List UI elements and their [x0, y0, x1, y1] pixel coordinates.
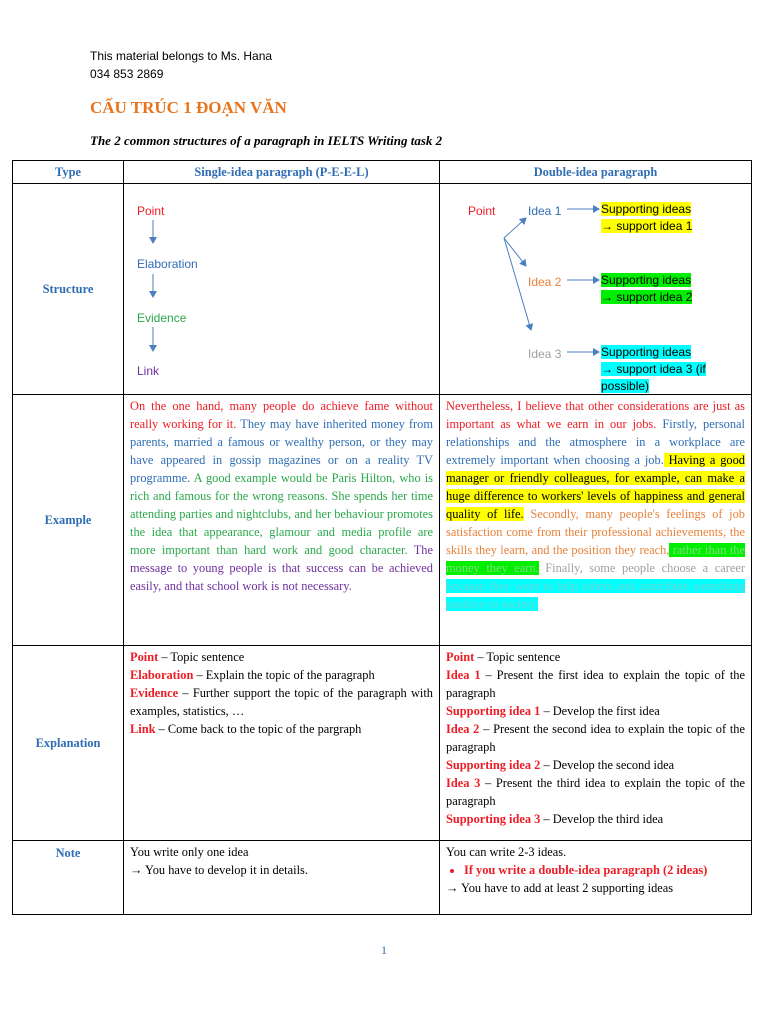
double-expl-item [446, 810, 745, 828]
double-expl-desc: – Develop the first idea [540, 704, 660, 718]
single-note-line1: You write only one idea [130, 845, 249, 859]
double-example-idea3: Finally, some people choose a career [538, 561, 745, 575]
single-expl-item [130, 666, 433, 684]
single-example-text [124, 395, 440, 646]
single-expl-item [130, 648, 433, 666]
double-expl-desc: – Present the second idea to explain the topic of the paragraph [446, 722, 745, 754]
single-example-evidence: A good example would be Paris Hilton, who is rich and famous for the wrong reasons. She spends her time attending parties and nightclubs, and her behaviour promotes the idea that appearance, glamour and media profile are more important than hard work and good character. [130, 471, 433, 557]
owner-phone: 034 853 2869 [90, 67, 164, 81]
single-point-label: Point [137, 204, 165, 218]
double-note-line2: → You have to add at least 2 supporting ideas [446, 881, 674, 895]
header-single-idea: Single-idea paragraph (P-E-E-L) [124, 161, 440, 184]
double-example-point: Nevertheless, I believe that other considerations are just as important as what we earn in our jobs. [446, 399, 745, 431]
page-subtitle: The 2 common structures of a paragraph in IELTS Writing task 2 [90, 133, 443, 148]
single-expl-term: Evidence [130, 686, 179, 700]
double-example-support3: because they want to help others and contribute something positive to society. [446, 579, 745, 611]
structure-row [13, 184, 752, 395]
arrow-point-to-idea1 [504, 218, 526, 238]
single-expl-desc: – Further support the topic of the paragraph with examples, statistics, … [130, 686, 433, 718]
single-expl-desc: – Explain the topic of the paragraph [193, 668, 375, 682]
support-box-2 [601, 272, 747, 306]
single-structure-arrows [124, 184, 438, 390]
double-expl-term: Idea 2 [446, 722, 480, 736]
header-double-idea: Double-idea paragraph [440, 161, 752, 184]
row-label-explanation: Explanation [13, 646, 124, 841]
double-expl-item [446, 720, 745, 756]
double-idea3-label: Idea 3 [528, 347, 562, 361]
double-note-bullet: • If you write a double-idea paragraph (2 ideas) [464, 861, 745, 879]
double-expl-item [446, 702, 745, 720]
owner-info [90, 47, 272, 83]
double-expl-term: Idea 1 [446, 668, 481, 682]
support3-line1: Supporting ideas [601, 345, 692, 359]
double-example-text [440, 395, 752, 646]
double-idea2-label: Idea 2 [528, 275, 562, 289]
arrow-point-to-idea3 [504, 238, 531, 330]
double-expl-item [446, 648, 745, 666]
double-example-support1: Having a good manager or friendly colleagues, for example, can make a huge difference to workers' levels of happiness and general quality of life. [446, 453, 745, 521]
header-type: Type [13, 161, 124, 184]
double-expl-item [446, 756, 745, 774]
double-example-idea2: Secondly, many people's feelings of job satisfaction come from their professional achievements, the skills they learn, and the position they reach, [446, 507, 745, 557]
double-note-line1: You can write 2-3 ideas. [446, 845, 567, 859]
single-example-point: On the one hand, many people do achieve fame without really working for it. [130, 399, 433, 431]
double-structure-diagram [440, 184, 752, 395]
single-example-elaboration: They may have inherited money from parents, married a famous or wealthy person, or they may have appeared in gossip magazines or on a reality TV programme. [130, 417, 433, 485]
row-label-example: Example [13, 395, 124, 646]
double-expl-term: Idea 3 [446, 776, 481, 790]
single-expl-term: Link [130, 722, 156, 736]
double-expl-item [446, 774, 745, 810]
single-expl-desc: – Come back to the topic of the pargraph [155, 722, 362, 736]
table-header-row [13, 161, 752, 184]
single-structure-diagram [124, 184, 440, 395]
single-expl-item [130, 684, 433, 720]
double-expl-term: Supporting idea 2 [446, 758, 541, 772]
support2-line2: → support idea 2 [601, 290, 693, 304]
single-link-label: Link [137, 364, 160, 378]
double-explanation [440, 646, 752, 841]
double-example-idea1: Firstly, personal relationships and the atmosphere in a workplace are extremely important when choosing a job. [446, 417, 745, 467]
support-box-3 [601, 344, 737, 395]
single-expl-desc: – Topic sentence [158, 650, 245, 664]
double-expl-item [446, 666, 745, 702]
single-explanation [124, 646, 440, 841]
double-expl-desc: – Present the third idea to explain the topic of the paragraph [446, 776, 745, 808]
example-row [13, 395, 752, 646]
double-expl-desc: – Present the first idea to explain the topic of the paragraph [446, 668, 745, 700]
row-label-structure: Structure [13, 184, 124, 395]
double-expl-term: Supporting idea 3 [446, 812, 541, 826]
support-box-1 [601, 201, 747, 235]
double-point-label: Point [468, 204, 496, 218]
page-title: CẤU TRÚC 1 ĐOẠN VĂN [90, 98, 287, 117]
owner-line: This material belongs to Ms. Hana [90, 49, 273, 63]
paragraph-structures-table [12, 160, 752, 915]
single-evidence-label: Evidence [137, 311, 187, 325]
page-number: 1 [381, 943, 387, 957]
support3-line2: → support idea 3 (if possible) [601, 362, 706, 393]
single-expl-term: Elaboration [130, 668, 194, 682]
note-row [13, 841, 752, 915]
single-elaboration-label: Elaboration [137, 257, 198, 271]
double-expl-desc: – Develop the third idea [540, 812, 664, 826]
double-expl-desc: – Topic sentence [474, 650, 561, 664]
double-note [440, 841, 752, 915]
row-label-note: Note [13, 841, 124, 915]
single-expl-item [130, 720, 433, 738]
double-expl-desc: – Develop the second idea [540, 758, 675, 772]
single-note-line2: → You have to develop it in details. [130, 863, 308, 877]
double-expl-term: Supporting idea 1 [446, 704, 541, 718]
double-example-support2: rather than the money they earn. [446, 543, 745, 575]
double-expl-term: Point [446, 650, 475, 664]
single-note [124, 841, 440, 915]
support1-line1: Supporting ideas [601, 202, 692, 216]
double-idea1-label: Idea 1 [528, 204, 562, 218]
double-note-bullet-list [446, 861, 745, 879]
explanation-row [13, 646, 752, 841]
single-expl-term: Point [130, 650, 159, 664]
arrow-point-to-idea2 [504, 238, 526, 266]
single-example-link: The message to young people is that success can be achieved easily, and that school work is not necessary. [130, 543, 433, 593]
support1-line2: → support idea 1 [601, 219, 693, 233]
support2-line1: Supporting ideas [601, 273, 692, 287]
